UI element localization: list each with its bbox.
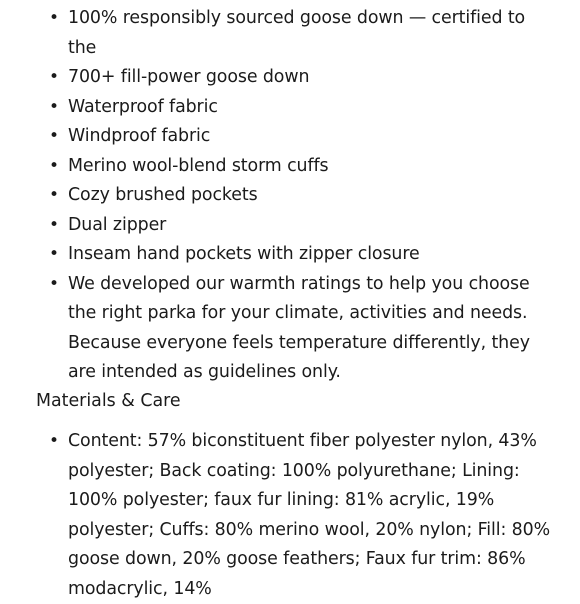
list-item <box>0 211 580 241</box>
feature-text: Cozy brushed pockets <box>68 185 258 205</box>
bullet-icon: • <box>49 8 59 28</box>
bullet-icon: • <box>49 273 59 294</box>
feature-text: Windproof fabric <box>68 126 211 146</box>
bullet-icon: • <box>49 126 59 146</box>
bullet-icon: • <box>49 96 59 117</box>
bullet-icon: • <box>49 185 59 205</box>
feature-text: We developed our warmth ratings to help you choose the right parka for your climate, activities and needs. Because everyone feels temperature differently, they are intended as guidelines only. <box>68 273 530 382</box>
list-item <box>0 270 580 388</box>
bullet-icon: • <box>49 214 59 235</box>
feature-list <box>0 4 580 388</box>
feature-text: 700+ fill-power goose down <box>68 67 310 87</box>
list-item <box>0 63 580 93</box>
list-item <box>0 4 580 63</box>
materials-list <box>0 427 580 604</box>
list-item <box>0 93 580 123</box>
bullet-icon: • <box>49 431 59 451</box>
feature-text: Waterproof fabric <box>68 96 218 117</box>
bullet-icon: • <box>49 244 59 264</box>
list-item <box>0 181 580 211</box>
list-item <box>0 427 580 604</box>
feature-text: Inseam hand pockets with zipper closure <box>68 244 420 264</box>
feature-text: Dual zipper <box>68 214 167 235</box>
feature-text: 100% responsibly sourced goose down — certified to the <box>68 8 526 58</box>
bullet-icon: • <box>49 67 59 87</box>
feature-text: Merino wool-blend storm cuffs <box>68 155 329 176</box>
materials-text: Content: 57% biconstituent fiber polyester nylon, 43% polyester; Back coating: 100% polyurethane; Lining: 100% polyester; faux fur lining: 81% acrylic, 19% polyester; Cuffs: 80% merino wool, 20% nylon; Fill: 80% goose down, 20% goose feathers; Faux fur trim: 86% modacrylic, 14% <box>68 431 551 599</box>
list-item <box>0 122 580 152</box>
list-item <box>0 152 580 182</box>
materials-care-heading: Materials & Care <box>36 391 181 411</box>
list-item <box>0 240 580 270</box>
bullet-icon: • <box>49 155 59 176</box>
